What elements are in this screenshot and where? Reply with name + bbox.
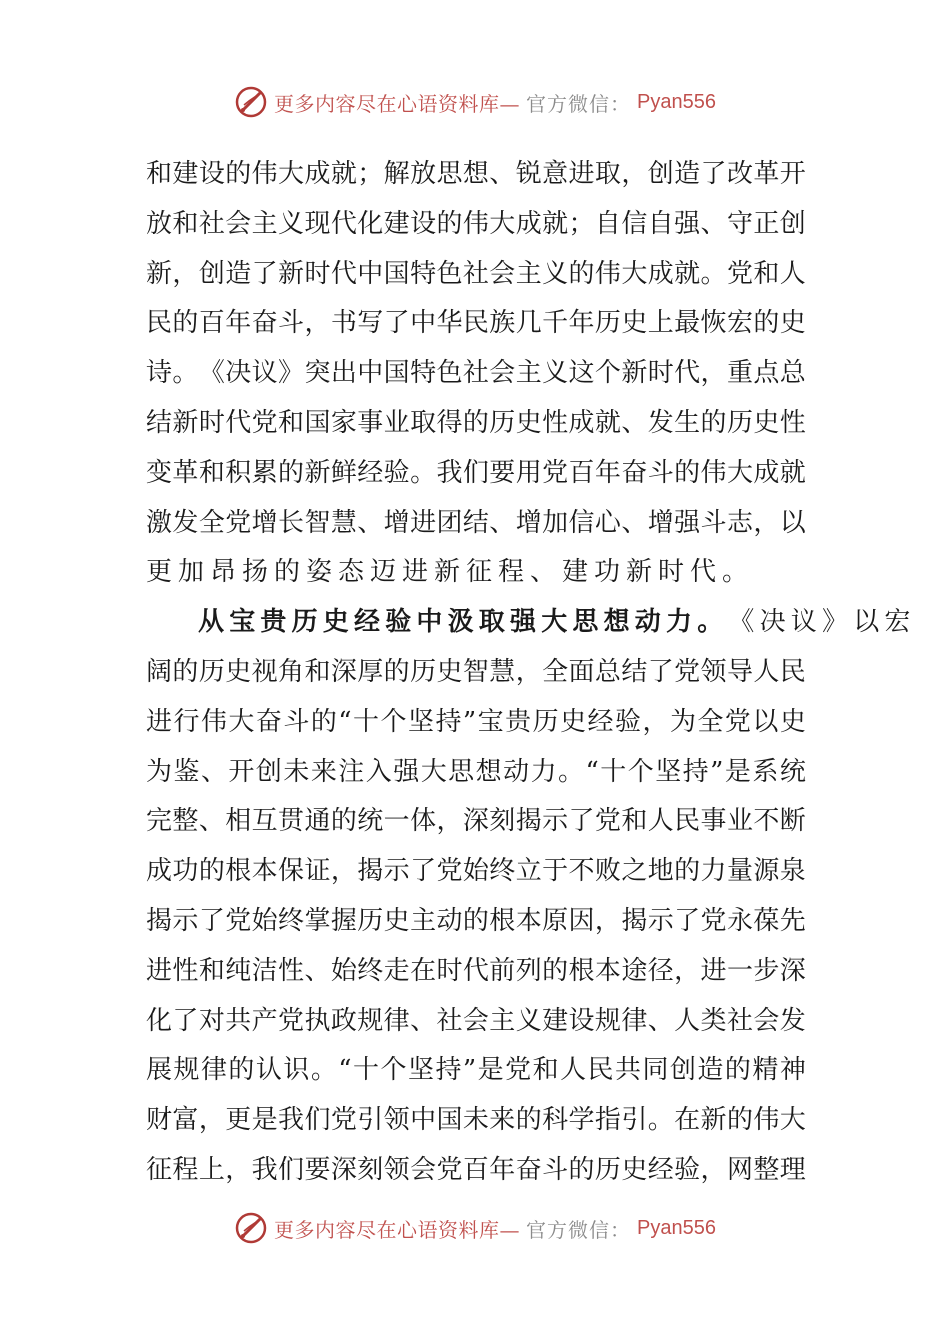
text-line: 结 新 时 代 党 和 国 家 事 业 取 得 的 历 史 性 成 就 、 发 生 的 历 史 性 — [146, 407, 806, 438]
banner-wechat-handle: Pyan556 — [637, 1216, 716, 1239]
text-line: 征 程 上 ， 我 们 要 深 刻 领 会 党 百 年 奋 斗 的 历 史 经 验 ， 网 整 理 — [146, 1154, 806, 1185]
header-banner — [0, 82, 950, 122]
text-line: 成 功 的 根 本 保 证 ， 揭 示 了 党 始 终 立 于 不 败 之 地 的 力 量 源 泉 — [146, 856, 806, 887]
banner-wechat-label: 官方微信： — [526, 1217, 632, 1242]
paragraph-2-first-line — [146, 598, 916, 648]
text-line: 展 规 律 的 认 识 。 “ 十 个 坚 持 ” 是 党 和 人 民 共 同 创 造 的 精 神 — [146, 1055, 806, 1086]
text-line: 揭 示 了 党 始 终 掌 握 历 史 主 动 的 根 本 原 因 ， 揭 示 了 党 永 葆 先 — [146, 905, 806, 936]
text-line: 进 性 和 纯 洁 性 、 始 终 走 在 时 代 前 列 的 根 本 途 径 ， 进 一 步 深 — [146, 955, 806, 986]
text-line: 诗 。 《 决 议 》 突 出 中 国 特 色 社 会 主 义 这 个 新 时 代 ， 重 点 总 — [146, 358, 806, 389]
paragraph-1 — [146, 150, 806, 598]
text-line: 化 了 对 共 产 党 执 政 规 律 、 社 会 主 义 建 设 规 律 、 人 类 社 会 发 — [146, 1005, 806, 1036]
pen-logo-icon — [234, 1211, 268, 1245]
banner-slogan: 更多内容尽在心语资料库— — [274, 91, 521, 116]
text-line: 和 建 设 的 伟 大 成 就 ； 解 放 思 想 、 锐 意 进 取 ， 创 造 了 改 革 开 — [146, 159, 806, 189]
text-line: 为 鉴 、 开 创 未 来 注 入 强 大 思 想 动 力 。 “ 十 个 坚 持 ” 是 系 统 — [146, 756, 806, 787]
footer-banner — [0, 1208, 950, 1248]
banner-wechat-label: 官方微信： — [526, 91, 632, 116]
document-body — [146, 150, 916, 1196]
text-line: 更加昂扬的姿态迈进新征程、建功新时代。 — [146, 557, 755, 588]
paragraph-heading-rest: 《决议》以宏 — [728, 607, 916, 638]
text-line: 变 革 和 积 累 的 新 鲜 经 验 。 我 们 要 用 党 百 年 奋 斗 的 伟 大 成 就 — [146, 457, 806, 488]
text-line: 财 富 ， 更 是 我 们 党 引 领 中 国 未 来 的 科 学 指 引 。 在 新 的 伟 大 — [146, 1105, 806, 1136]
banner-slogan: 更多内容尽在心语资料库— — [274, 1217, 521, 1242]
paragraph-heading: 从宝贵历史经验中汲取强大思想动力。 — [198, 607, 729, 638]
text-line: 放 和 社 会 主 义 现 代 化 建 设 的 伟 大 成 就 ； 自 信 自 强 、 守 正 创 — [146, 208, 806, 239]
banner-wechat-handle: Pyan556 — [637, 90, 716, 113]
text-line: 民 的 百 年 奋 斗 ， 书 写 了 中 华 民 族 几 千 年 历 史 上 最 恢 宏 的 史 — [146, 308, 806, 339]
pen-logo-icon — [234, 85, 268, 119]
text-line: 阔 的 历 史 视 角 和 深 厚 的 历 史 智 慧 ， 全 面 总 结 了 党 领 导 人 民 — [146, 656, 806, 687]
paragraph-2 — [146, 598, 916, 1196]
text-line: 激 发 全 党 增 长 智 慧 、 增 进 团 结 、 增 加 信 心 、 增 强 斗 志 ， 以 — [146, 507, 806, 538]
text-line: 进 行 伟 大 奋 斗 的 “ 十 个 坚 持 ” 宝 贵 历 史 经 验 ， 为 全 党 以 史 — [146, 706, 806, 737]
text-line: 新 ， 创 造 了 新 时 代 中 国 特 色 社 会 主 义 的 伟 大 成 就 。 党 和 人 — [146, 258, 806, 289]
text-line: 完 整 、 相 互 贯 通 的 统 一 体 ， 深 刻 揭 示 了 党 和 人 民 事 业 不 断 — [146, 806, 806, 837]
